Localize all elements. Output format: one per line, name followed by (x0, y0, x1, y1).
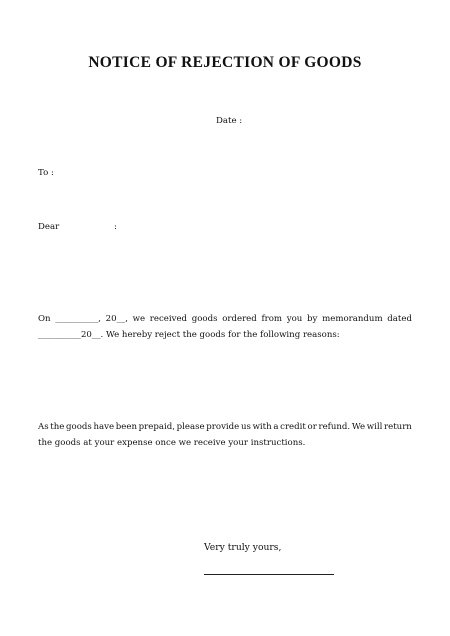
paragraph-word: goods (66, 422, 92, 432)
date-label: Date : (216, 116, 243, 126)
paragraph-word: us (240, 422, 251, 432)
paragraph-word: will (366, 422, 383, 432)
paragraph-word: we (132, 314, 146, 324)
signature-line (204, 574, 334, 575)
paragraph-word: received (149, 314, 188, 324)
paragraph-word: by (307, 314, 318, 324)
paragraph-word: provide (206, 422, 240, 432)
paragraph-word: On (38, 314, 51, 324)
paragraph-text: the goods at your expense once we receive your instructions. (38, 437, 306, 448)
paragraph-line (38, 312, 412, 328)
paragraph-word: refund. (318, 422, 351, 432)
paragraph-word: credit (280, 422, 306, 432)
paragraph-word: been (115, 422, 137, 432)
paragraph-received-goods (38, 312, 412, 344)
paragraph-word: We (351, 422, 366, 432)
paragraph-word: As (38, 422, 49, 432)
salutation (38, 223, 117, 232)
paragraph-word: a (273, 422, 279, 432)
paragraph-word: prepaid, (138, 422, 175, 432)
paragraph-word: please (176, 422, 205, 432)
paragraph-word: with (252, 422, 272, 432)
paragraph-line (38, 328, 412, 344)
salutation-label: Dear (38, 222, 60, 232)
paragraph-word: __________, (55, 314, 101, 324)
paragraph-word: you (286, 314, 303, 324)
paragraph-line (38, 436, 412, 452)
paragraph-word: the (50, 422, 65, 432)
paragraph-word: have (93, 422, 115, 432)
recipient-label: To : (38, 168, 54, 178)
paragraph-word: dated (387, 314, 412, 324)
paragraph-word: 20__, (105, 314, 128, 324)
paragraph-word: goods (191, 314, 218, 324)
paragraph-line (38, 420, 412, 436)
paragraph-word: memorandum (322, 314, 383, 324)
paragraph-word: return (384, 422, 412, 432)
paragraph-word: ordered (222, 314, 257, 324)
salutation-colon: : (113, 222, 117, 232)
paragraph-word: or (307, 422, 317, 432)
paragraph-prepaid-refund (38, 420, 412, 452)
closing-text: Very truly yours, (204, 542, 282, 553)
paragraph-text: __________20__. We hereby reject the goods for the following reasons: (38, 329, 340, 340)
document-title: NOTICE OF REJECTION OF GOODS (88, 54, 362, 71)
paragraph-word: from (261, 314, 283, 324)
